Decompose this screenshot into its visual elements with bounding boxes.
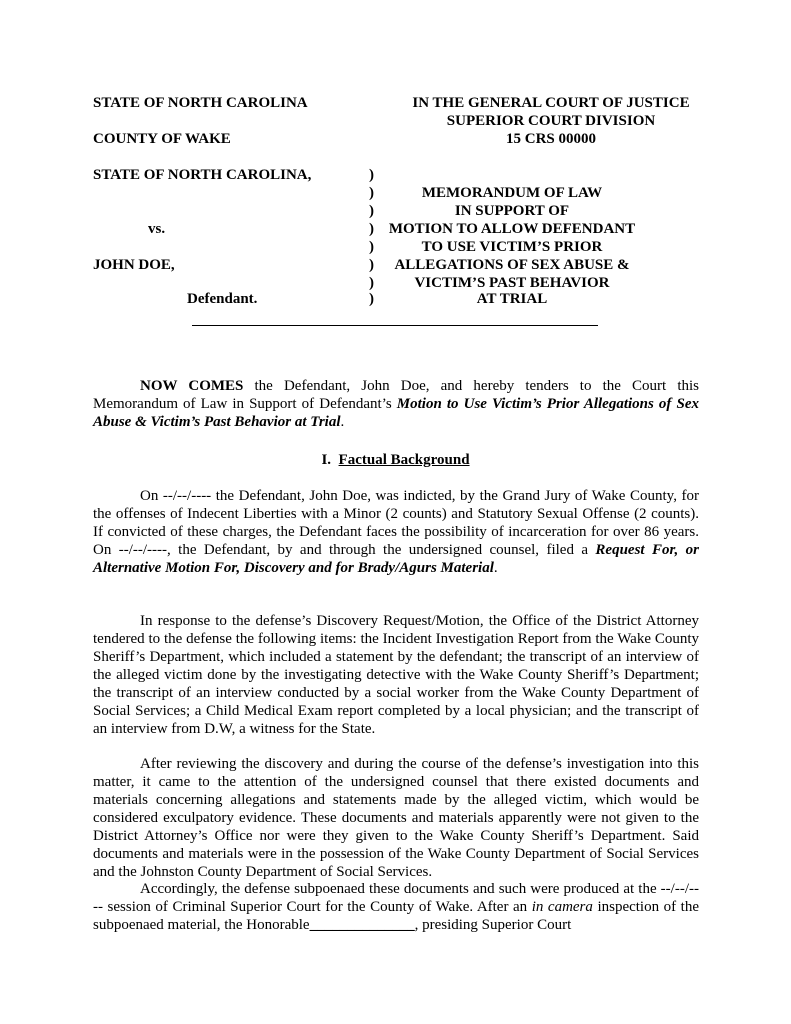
intro-lead: NOW COMES	[140, 378, 244, 394]
caption-paren: )	[369, 275, 374, 291]
paragraph-4-text-3: , presiding Superior Court	[414, 917, 572, 933]
section-title: Factual Background	[338, 452, 470, 468]
judge-name-blank: ______________	[309, 917, 415, 933]
intro-text: the Defendant, John Doe, and hereby tenders to the Court this Memorandum of Law in Support of Defendant’s	[93, 378, 700, 412]
paragraph-1	[93, 487, 699, 577]
caption-title-line: MOTION TO ALLOW DEFENDANT	[388, 221, 636, 237]
caption-title-line: IN SUPPORT OF	[454, 203, 570, 219]
caption-paren: )	[369, 257, 374, 273]
paragraph-4-text-2: inspection of the subpoenaed material, the Honorable	[93, 899, 700, 933]
paragraph-1-end: .	[493, 560, 498, 576]
caption-versus: vs.	[148, 221, 166, 237]
paragraph-4-text: Accordingly, the defense subpoenaed these documents and such were produced at the --/--/---- session of Criminal Superior Court for the County of Wake. After an	[93, 881, 699, 915]
caption-title-line: ALLEGATIONS OF SEX ABUSE &	[394, 257, 630, 273]
caption-title-line: AT TRIAL	[476, 291, 548, 307]
in-camera-term: in camera	[531, 899, 593, 915]
caption-title-line: VICTIM’S PAST BEHAVIOR	[414, 275, 610, 291]
caption-paren: )	[369, 291, 374, 307]
case-number: 15 CRS 00000	[505, 131, 596, 147]
caption-title-line: TO USE VICTIM’S PRIOR	[421, 239, 603, 255]
caption-plaintiff: STATE OF NORTH CAROLINA,	[93, 167, 312, 183]
paragraph-1-text: On --/--/---- the Defendant, John Doe, was indicted, by the Grand Jury of Wake County, for the offenses of Indecent Liberties with a Minor (2 counts) and Statutory Sexual Offense (2 counts). If convicted of these charges, the Defendant faces the possibility of incarceration for over 86 years. On --/--/----, the Defendant, by and through the undersigned counsel, filed a	[93, 488, 699, 558]
caption-divider	[192, 325, 598, 326]
paragraph-3: After reviewing the discovery and during the course of the defense’s investigation into this matter, it came to the attention of the undersigned counsel that there existed documents and materials concerning allegations and statements made by the alleged victim, which would be considered exculpatory evidence. These documents and materials apparently were not given to the District Attorney’s Office nor were they given to the Wake County Sheriff’s Department. Said documents and materials were in the possession of the Wake County Department of Social Services and the Johnston County Department of Social Services.	[93, 756, 699, 880]
caption-title-line: MEMORANDUM OF LAW	[421, 185, 603, 201]
county-heading: COUNTY OF WAKE	[93, 131, 231, 147]
intro-end: .	[340, 414, 345, 430]
caption-paren: )	[369, 167, 374, 183]
court-heading-line1: IN THE GENERAL COURT OF JUSTICE	[412, 95, 690, 111]
caption-defendant-label: Defendant.	[187, 291, 258, 307]
court-heading-line2: SUPERIOR COURT DIVISION	[446, 113, 656, 129]
section-heading	[0, 451, 791, 469]
intro-motion-title: Motion to Use Victim’s Prior Allegations of Sex Abuse & Victim’s Past Behavior at Trial	[93, 396, 699, 430]
section-number: I.	[321, 452, 332, 468]
state-heading: STATE OF NORTH CAROLINA	[93, 95, 308, 111]
paragraph-2: In response to the defense’s Discovery Request/Motion, the Office of the District Attorney tendered to the defense the following items: the Incident Investigation Report from the Wake County Sheriff’s Department, which included a statement by the defendant; the transcript of an interview of the alleged victim done by the investigating detective with the Wake County Sheriff’s Department; the transcript of an interview conducted by a social worker from the Wake County Department of Social Services; a Child Medical Exam report completed by a local physician; and the transcript of an interview from D.W, a witness for the State.	[93, 613, 699, 737]
caption-paren: )	[369, 185, 374, 201]
caption-paren: )	[369, 239, 374, 255]
caption-paren: )	[369, 221, 374, 237]
caption-paren: )	[369, 203, 374, 219]
request-title: Request For, or Alternative Motion For, Discovery and for Brady/Agurs Material	[93, 542, 699, 576]
caption-defendant-name: JOHN DOE,	[93, 257, 175, 273]
paragraph-4	[93, 880, 699, 934]
intro-paragraph	[93, 377, 699, 431]
